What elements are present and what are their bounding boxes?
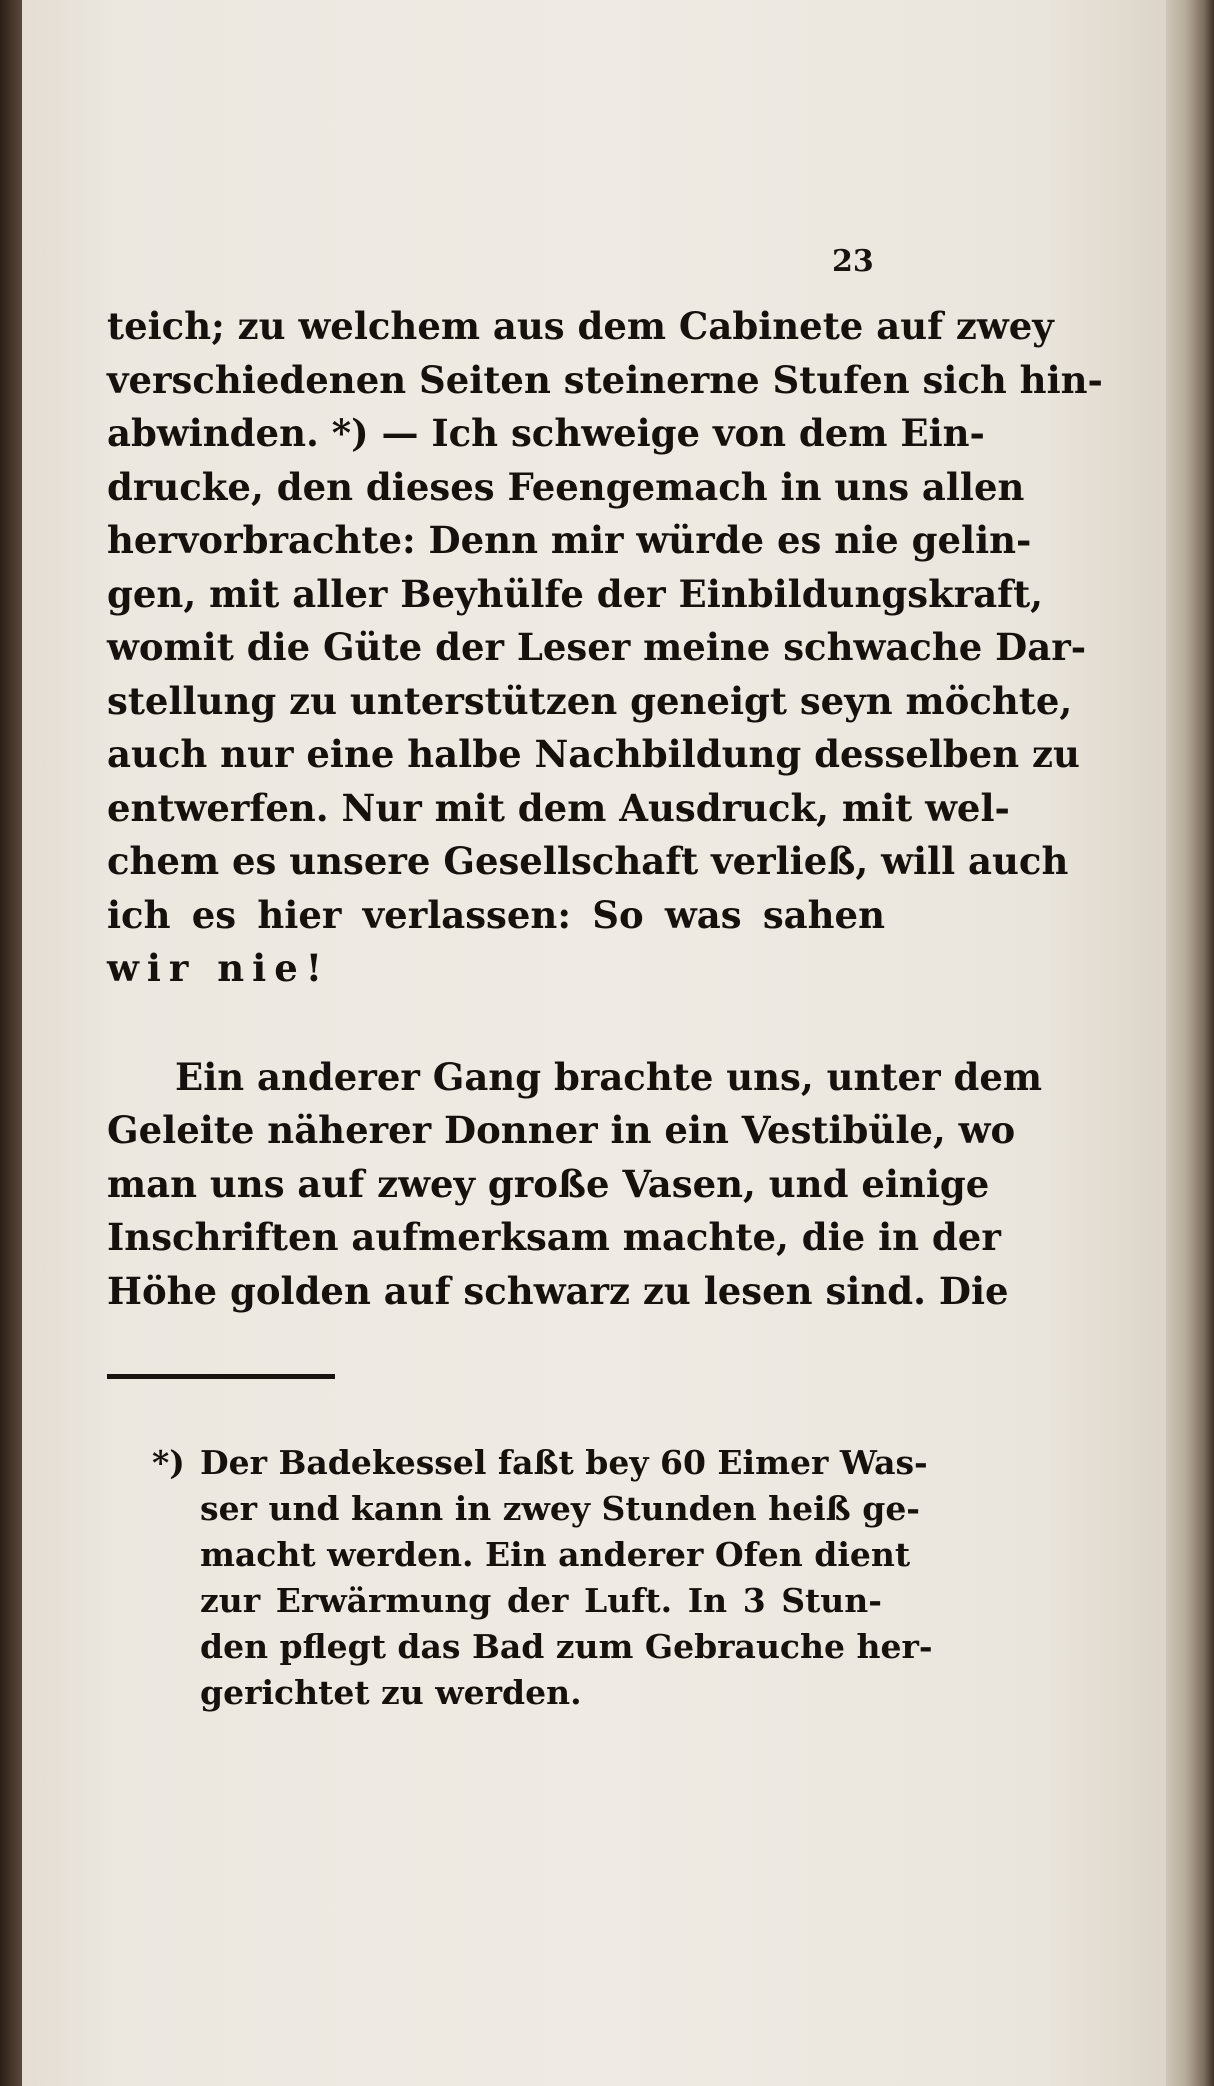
footnote-text: Der Badekessel faßt bey 60 Eimer Was- <box>200 1443 928 1482</box>
footnote-line: gerichtet zu werden. <box>200 1673 582 1712</box>
text-line: hervorbrachte: Denn mir würde es nie gelin- <box>107 518 1032 562</box>
book-page <box>22 0 1184 2086</box>
text-line: gen, mit aller Beyhülfe der Einbildungskraft, <box>107 571 1044 616</box>
text-line: verschiedenen Seiten steinerne Stufen sich hin- <box>107 357 1103 402</box>
text-line: Höhe golden auf schwarz zu lesen sind. Die <box>107 1268 1009 1313</box>
text-line: drucke, den dieses Feengemach in uns allen <box>107 464 1025 509</box>
text-line: teich; zu welchem aus dem Cabinete auf zwey <box>107 304 1054 348</box>
text-line: stellung zu unterstützen geneigt seyn möchte, <box>107 678 1073 723</box>
text-line: auch nur eine halbe Nachbildung desselben zu <box>107 732 1080 776</box>
footnote-separator-rule <box>107 1374 335 1379</box>
main-text <box>107 300 1103 1318</box>
text-line: Geleite näherer Donner in ein Vestibüle, wo <box>107 1108 1016 1152</box>
text-line: ich es hier verlassen: So was sahen <box>107 892 885 937</box>
text-line: womit die Güte der Leser meine schwache Dar- <box>107 625 1087 669</box>
footnote-marker: *) <box>152 1443 185 1482</box>
text-line: abwinden. *) — Ich schweige von dem Ein- <box>107 411 985 455</box>
page-number: 23 <box>832 244 874 279</box>
footnote-line: macht werden. Ein anderer Ofen dient <box>200 1535 911 1574</box>
text-line: man uns auf zwey große Vasen, und einige <box>107 1161 990 1206</box>
footnote-line: ser und kann in zwey Stunden heiß ge- <box>200 1489 921 1528</box>
footnote-line: den pflegt das Bad zum Gebrauche her- <box>200 1627 933 1666</box>
text-line: chem es unsere Gesellschaft verließ, will auch <box>107 839 1069 883</box>
footnote <box>152 1440 933 1716</box>
footnote-line: zur Erwärmung der Luft. In 3 Stun- <box>200 1581 882 1620</box>
text-line: Ein anderer Gang brachte uns, unter dem <box>175 1054 1043 1099</box>
text-line: wir nie! <box>107 946 331 990</box>
text-line: Inschriften aufmerksam machte, die in der <box>107 1215 1001 1259</box>
paragraph-gap <box>107 996 885 1051</box>
page-stack-edge <box>1166 0 1214 2086</box>
text-line: entwerfen. Nur mit dem Ausdruck, mit wel- <box>107 785 1010 830</box>
footnote-line <box>152 1440 928 1486</box>
